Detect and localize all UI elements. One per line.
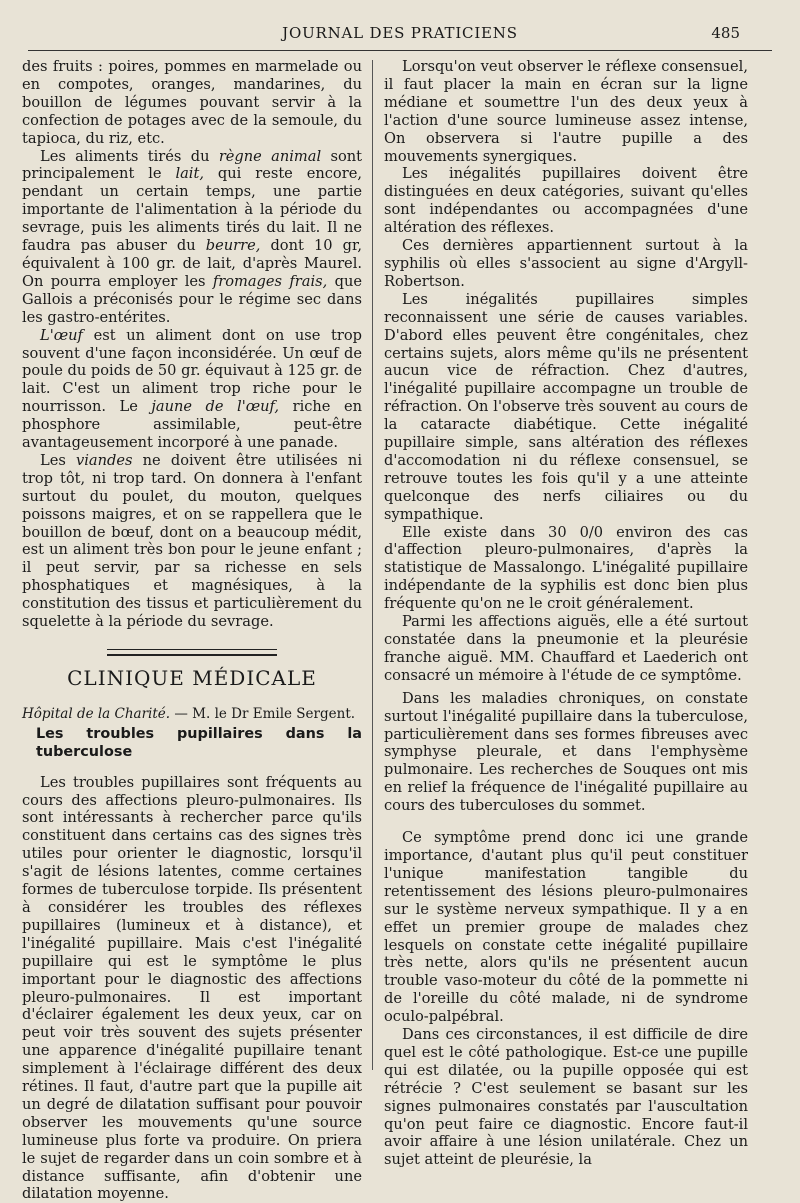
- paragraph: Lorsqu'on veut observer le réflexe consensuel, il faut placer la main en écran sur la ligne médiane et soumettre l'un des deux yeux à l'action d'une source lumineuse assez intense, On observera si l'autre pupille a des mouvements synergiques.: [384, 58, 748, 165]
- paragraph: Ces dernières appartiennent surtout à la syphilis où elles s'associent au signe d'Argyll-Robertson.: [384, 237, 748, 290]
- paragraph: Les inégalités pupillaires simples reconnaissent une série de causes variables. D'abord elles peuvent être congénitales, chez certains sujets, alors même qu'ils ne présentent aucun vice de réfraction. Chez d'autres, l'inégalité pupillaire accompagne un trouble de réfraction. On l'observe très souvent au cours de la cataracte diabétique. Cette inégalité pupillaire simple, sans altération des réflexes d'accomodation ni du réflexe consensuel, se retrouve toutes les fois qu'il y a une atteinte quelconque des nerfs ciliaires ou du sympathique.: [384, 290, 748, 523]
- article-byline: [22, 706, 362, 724]
- paragraph: [22, 327, 362, 452]
- paragraph: Dans ces circonstances, il est difficile de dire quel est le côté pathologique. Est-ce une pupille qui est dilatée, ou la pupille opposée qui est rétrécie ? C'est seulement se basant sur les signes pulmonaires constatés par l'auscultation qu'on peut faire ce diagnostic. Encore faut-il avoir affaire à une lésion unilatérale. Chez un sujet atteint de pleurésie, la: [384, 1026, 748, 1169]
- paragraph: Les inégalités pupillaires doivent être distinguées en deux catégories, suivant qu'elles sont indépendantes ou accompagnées d'une altération des réflexes.: [384, 165, 748, 237]
- paragraph: Elle existe dans 30 0/0 environ des cas d'affection pleuro-pulmonaires, d'après la statistique de Massalongo. L'inégalité pupillaire indépendante de la syphilis est donc bien plus fréquente qu'on ne le croit généralement.: [384, 523, 748, 613]
- text-run: sont principalement le: [22, 147, 363, 183]
- left-column: [22, 58, 362, 1203]
- italic-text: L'œuf: [40, 326, 83, 344]
- text-run: riche en phosphore assimilable, peut-être avantageusement incorporé à une panade.: [22, 398, 362, 452]
- byline-author: — M. le Dr Emile Sergent.: [170, 705, 356, 722]
- italic-text: lait,: [175, 165, 204, 183]
- journal-title: JOURNAL DES PRATICIENS: [282, 24, 518, 42]
- byline-place: Hôpital de la Charité.: [22, 705, 171, 722]
- article-title: Les troubles pupillaires dans la tuberculose: [36, 725, 362, 760]
- header-rule: [28, 50, 772, 51]
- italic-text: beurre,: [205, 237, 261, 255]
- text-run: est un aliment dont on use trop souvent d'une façon inconsidérée. Un œuf de poule du poids de 50 gr. équivaut à 125 gr. de lait. C'est un aliment trop riche pour le nourrisson. Le: [22, 326, 362, 416]
- italic-text: jaune de l'œuf,: [151, 398, 280, 416]
- paragraph: des fruits : poires, pommes en marmelade ou en compotes, oranges, mandarines, du bouillon de légumes pouvant servir à la confection de potages avec de la semoule, du tapioca, du riz, etc.: [22, 58, 362, 147]
- section-title: CLINIQUE MÉDICALE: [67, 666, 317, 690]
- paragraph: Dans les maladies chroniques, on constate surtout l'inégalité pupillaire dans la tuberculose, particulièrement dans ses formes fibreuses avec symphyse pleurale, et dans l'emphysème pulmonaire. Les recherches de Souques ont mis en relief la fréquence de l'inégalité pupillaire au cours des tuberculoses du sommet.: [384, 689, 748, 815]
- italic-text: fromages frais,: [212, 272, 328, 290]
- section-divider: [107, 649, 277, 656]
- text-run: que Gallois a préconisés pour le régime sec dans les gastro-entérites.: [22, 272, 362, 326]
- running-head: [0, 22, 800, 46]
- paragraph: [22, 148, 362, 327]
- text-run: dont 10 gr, équivalent à 100 gr. de lait, d'après Maurel. On pourra employer les: [22, 237, 362, 290]
- paragraph: Parmi les affections aiguës, elle a été surtout constatée dans la pneumonie et la pleurésie franche aiguë. MM. Chauffard et Laederich ont consacré un mémoire à l'étude de ce symptôme.: [384, 613, 748, 684]
- text-run: ne doivent être utilisées ni trop tôt, ni trop tard. On donnera à l'enfant surtout du poulet, du mouton, quelques poissons maigres, et on se rappellera que le bouillon de bœuf, dont on a beaucoup médit, est un aliment très bon pour le jeune enfant ; il peut servir, par sa richesse en sels phosphatiques et magnésiques, à la constitution des tissus et particulièrement du squelette à la période du sevrage.: [22, 451, 362, 631]
- text-run: qui reste encore, pendant un certain temps, une partie importante de l'alimentation à la période du sevrage, puis les aliments tirés du lait. Il ne faudra pas abuser du: [22, 165, 362, 255]
- right-column: [384, 58, 748, 1169]
- text-run: Les: [40, 451, 76, 469]
- paragraph: [22, 452, 362, 631]
- page-number: 485: [711, 24, 740, 42]
- paragraph: Les troubles pupillaires sont fréquents au cours des affections pleuro-pulmonaires. Ils sont intéressants à rechercher parce qu'ils constituent dans certains cas des signes très utiles pour orienter le diagnostic, lorsqu'il s'agit de lésions latentes, comme certaines formes de tuberculose torpide. Ils présentent à considérer les troubles des réflexes pupillaires (lumineux et à distance), et l'inégalité pupillaire. Mais c'est l'inégalité pupillaire qui est le symptôme le plus important pour le diagnostic des affections pleuro-pulmonaires. Il est important d'éclairer également les deux yeux, car on peut voir très souvent des sujets présenter une apparence d'inégalité pupillaire tenant simplement à l'éclairage différent des deux rétines. Il faut, d'autre part que la pupille ait un degré de dilatation suffisant pour pouvoir observer les mouvements qu'une source lumineuse plus forte va produire. On priera le sujet de regarder dans un coin sombre et à distance suffisante, afin d'obtenir une dilatation moyenne.: [22, 773, 362, 1203]
- text-run: Les aliments tirés du: [40, 147, 219, 165]
- column-separator: [372, 60, 373, 1070]
- paragraph: Ce symptôme prend donc ici une grande importance, d'autant plus qu'il peut constituer l'unique manifestation tangible du retentissement des lésions pleuro-pulmonaires sur le système nerveux sympathique. Il y a en effet un premier groupe de malades chez lesquels on constate cette inégalité pupillaire très nette, alors qu'ils ne présentent aucun trouble vaso-moteur du côté de la pommette ni de l'oreille du côté malade, ni de syndrome oculo-palpébral.: [384, 829, 748, 1026]
- italic-text: viandes: [76, 451, 133, 469]
- italic-text: règne animal: [218, 147, 322, 165]
